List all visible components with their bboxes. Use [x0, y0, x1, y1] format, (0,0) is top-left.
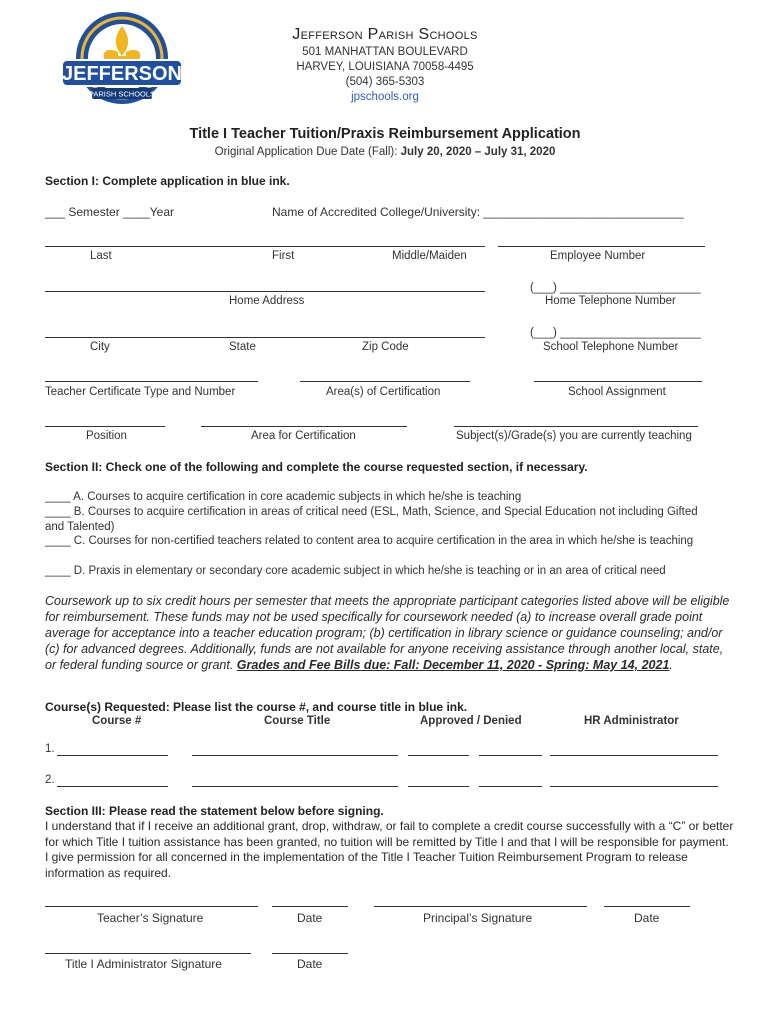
school-phone-label: School Telephone Number [543, 341, 679, 353]
option-b[interactable]: ____ B. Courses to acquire certification in areas of critical need (ESL, Math, Science, and Special Education not including Gifted and Talented) [45, 506, 698, 533]
form-title: Title I Teacher Tuition/Praxis Reimbursement Application [189, 126, 581, 142]
title1-admin-signature-label: Title I Administrator Signature [65, 957, 222, 971]
date-1-line[interactable] [272, 906, 348, 907]
teacher-signature-line[interactable] [45, 906, 258, 907]
cert-type-label: Teacher Certificate Type and Number [45, 386, 236, 398]
section-3-statement: I understand that if I receive an additional grant, drop, withdraw, or fail to complete a credit course successfully with a “C” or better for which Title I tuition assistance has been granted, no tuition will be remitted by Title I and that I will be responsible for payment. I give permission for all concerned in the implementation of the Title I Teacher Tuition Reimbursement Program to release information as required. [45, 819, 734, 880]
col-hr-admin: HR Administrator [584, 715, 679, 727]
deadline-text: Grades and Fee Bills due: Fall: December 11, 2020 - Spring: May 14, 2021 [236, 658, 670, 672]
website-link[interactable]: jpschools.org [351, 91, 419, 103]
principal-signature-label: Principal’s Signature [423, 911, 533, 925]
col-course-title: Course Title [264, 715, 331, 727]
area-for-cert-label: Area for Certification [251, 430, 356, 442]
section-3-heading: Section III: Please read the statement below before signing. [45, 804, 384, 818]
home-address-line[interactable] [45, 291, 485, 292]
phone: (504) 365-5303 [345, 76, 425, 88]
course-1-denied-line[interactable] [479, 755, 542, 756]
zip-label: Zip Code [362, 341, 409, 353]
date-1-label: Date [297, 911, 323, 925]
option-a[interactable]: ____ A. Courses to acquire certification in core academic subjects in which he/she is teaching [45, 491, 522, 503]
areas-cert-label: Area(s) of Certification [326, 386, 441, 398]
courses-heading: Course(s) Requested: Please list the course #, and course title in blue ink. [45, 700, 468, 714]
section-1-heading: Section I: Complete application in blue ink. [45, 174, 290, 188]
option-d[interactable]: ____ D. Praxis in elementary or secondary core academic subject in which he/she is teaching or in an area of critical need [45, 565, 666, 577]
option-c[interactable]: ____ C. Courses for non-certified teachers related to content area to acquire certification in the area in which he/she is teaching [45, 535, 694, 547]
coursework-text: Coursework up to six credit hours per semester that meets the appropriate participant categories listed above will be eligible for reimbursement. These funds may not be used specifically for coursework needed (a) to increase overall grade point average for acceptance into a teacher education program; (b) certification in library science or guidance counseling; and/or (c) for advanced degrees. Additionally, funds are not available for anyone receiving assistance through another local, state, or federal funding source or grant. [45, 594, 730, 672]
address-line-1: 501 MANHATTAN BOULEVARD [302, 46, 468, 58]
home-phone-label: Home Telephone Number [545, 295, 676, 307]
col-approved-denied: Approved / Denied [420, 715, 522, 727]
date-2-label: Date [634, 911, 660, 925]
area-for-cert-line[interactable] [201, 426, 407, 427]
date-3-line[interactable] [272, 953, 348, 954]
school-assignment-line[interactable] [534, 381, 702, 382]
jefferson-logo [58, 10, 186, 110]
svg-text:JEFFERSON: JEFFERSON [61, 63, 183, 85]
date-3-label: Date [297, 957, 323, 971]
date-2-line[interactable] [604, 906, 690, 907]
home-phone-field[interactable]: (___) ______________________ [530, 282, 701, 294]
middle-label: Middle/Maiden [392, 250, 467, 262]
course-2-title-line[interactable] [192, 786, 398, 787]
school-assignment-label: School Assignment [568, 386, 666, 398]
course-1-title-line[interactable] [192, 755, 398, 756]
due-date-prefix: Original Application Due Date (Fall): [214, 146, 398, 158]
first-label: First [272, 250, 295, 262]
due-date-line [0, 146, 770, 158]
course-row-1-number: 1. [45, 743, 55, 755]
name-line[interactable] [45, 246, 485, 247]
state-label: State [229, 341, 256, 353]
org-name: Jefferson Parish Schools [292, 26, 478, 43]
course-2-denied-line[interactable] [479, 786, 542, 787]
course-2-approved-line[interactable] [408, 786, 469, 787]
cert-type-line[interactable] [45, 381, 258, 382]
due-date-range: July 20, 2020 – July 31, 2020 [400, 146, 556, 158]
home-address-label: Home Address [229, 295, 305, 307]
course-1-approved-line[interactable] [408, 755, 469, 756]
subjects-line[interactable] [454, 426, 698, 427]
semester-year-field[interactable]: ___ Semester ____Year [45, 205, 174, 219]
college-field[interactable]: Name of Accredited College/University: ______________________________ [272, 205, 684, 219]
principal-signature-line[interactable] [374, 906, 587, 907]
areas-cert-line[interactable] [300, 381, 470, 382]
section-2-heading: Section II: Check one of the following and complete the course requested section, if necessary. [45, 460, 588, 474]
subjects-label: Subject(s)/Grade(s) you are currently teaching [456, 430, 692, 442]
course-2-number-line[interactable] [57, 786, 168, 787]
city-state-zip-line[interactable] [45, 337, 485, 338]
course-1-hr-line[interactable] [550, 755, 718, 756]
coursework-notice [45, 593, 735, 673]
city-label: City [90, 341, 110, 353]
title1-admin-signature-line[interactable] [45, 953, 251, 954]
position-label: Position [86, 430, 127, 442]
course-1-number-line[interactable] [57, 755, 168, 756]
col-course-number: Course # [92, 715, 142, 727]
employee-number-label: Employee Number [550, 250, 646, 262]
course-2-hr-line[interactable] [550, 786, 718, 787]
school-phone-field[interactable]: (___) ______________________ [530, 327, 701, 339]
last-label: Last [90, 250, 112, 262]
svg-text:PARISH SCHOOLS: PARISH SCHOOLS [88, 89, 156, 99]
address-line-2: HARVEY, LOUISIANA 70058-4495 [296, 61, 474, 73]
employee-number-line[interactable] [498, 246, 705, 247]
course-row-2-number: 2. [45, 774, 55, 786]
logo-graphic [58, 10, 186, 110]
teacher-signature-label: Teacher’s Signature [97, 911, 204, 925]
deadline-period: . [669, 658, 673, 672]
position-line[interactable] [45, 426, 165, 427]
